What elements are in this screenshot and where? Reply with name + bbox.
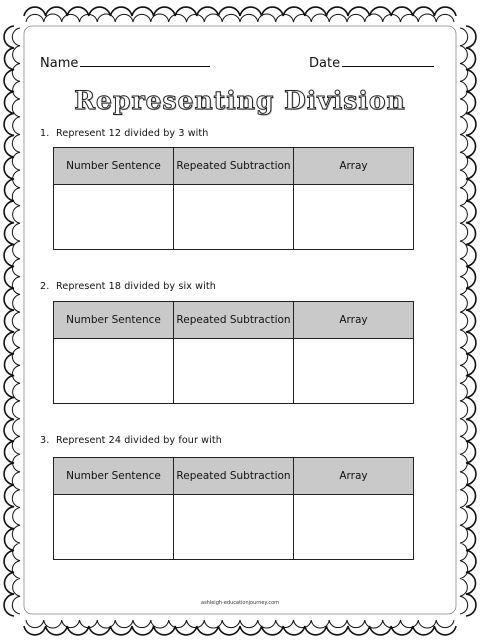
answer-cell-array[interactable] [294,495,414,560]
name-field[interactable] [40,54,210,71]
question-text: Represent 12 divided by 3 with [56,128,209,139]
question-number: 3. [40,435,50,446]
border-scallop-inner-edge [12,28,20,614]
question-number: 2. [40,281,50,292]
page-title: Representing Division [74,86,406,115]
question-number: 1. [40,128,50,139]
header-array: Array [294,302,414,339]
question-text: Represent 18 divided by six with [56,281,216,292]
date-label: Date [309,56,341,71]
header-array: Array [294,148,414,185]
question-text: Represent 24 divided by four with [56,435,222,446]
answer-cell-repeated-subtraction[interactable] [174,185,294,250]
response-table-1 [53,147,414,250]
answer-cell-repeated-subtraction[interactable] [174,495,294,560]
name-line[interactable] [80,54,210,67]
name-label: Name [40,56,79,71]
header-repeated-subtraction: Repeated Subtraction [174,148,294,185]
header-number-sentence: Number Sentence [54,302,174,339]
response-table-2 [53,301,414,404]
header-array: Array [294,458,414,495]
border-scallop-inner-edge [460,28,468,614]
answer-cell-array[interactable] [294,339,414,404]
header-repeated-subtraction: Repeated Subtraction [174,458,294,495]
response-table-3 [53,457,414,560]
answer-cell-number-sentence[interactable] [54,185,174,250]
header-repeated-subtraction: Repeated Subtraction [174,302,294,339]
date-line[interactable] [342,54,434,67]
answer-cell-number-sentence[interactable] [54,495,174,560]
question-3 [40,435,222,446]
header-number-sentence: Number Sentence [54,458,174,495]
answer-cell-array[interactable] [294,185,414,250]
question-1 [40,128,208,139]
date-field[interactable] [309,54,434,71]
answer-cell-repeated-subtraction[interactable] [174,339,294,404]
footer-url: ashleigh-educationjourney.com [201,600,279,606]
question-2 [40,281,216,292]
header-number-sentence: Number Sentence [54,148,174,185]
answer-cell-number-sentence[interactable] [54,339,174,404]
